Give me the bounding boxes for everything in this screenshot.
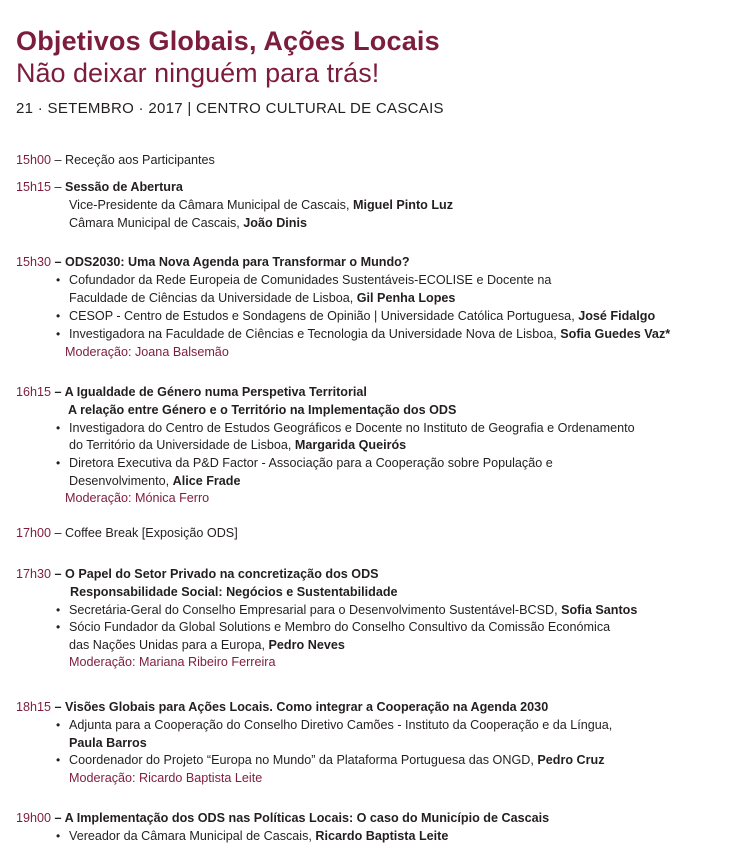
moderator-line: Moderação: Mónica Ferro	[65, 491, 210, 505]
moderator-line: Moderação: Joana Balsemão	[65, 345, 229, 359]
bullet-icon: •	[56, 829, 61, 843]
speaker-name: Gil Penha Lopes	[356, 291, 456, 305]
speaker-role: Investigadora na Faculdade de Ciências e Tecnologia da Universidade Nova de Lisboa,	[69, 327, 561, 341]
time-label: 15h15	[16, 180, 52, 194]
time-label: 19h00	[16, 811, 52, 825]
session-title: – Receção aos Participantes	[54, 153, 215, 167]
speaker-name: Pedro Cruz	[537, 753, 605, 767]
bullet-icon: •	[56, 456, 61, 470]
speaker-line	[69, 290, 455, 306]
program-item-1500	[16, 152, 215, 168]
bullet-icon: •	[56, 603, 61, 617]
dash: –	[51, 180, 66, 194]
bullet-icon: •	[56, 327, 61, 341]
speaker-name: João Dinis	[243, 216, 307, 230]
speaker-line: Adjunta para a Cooperação do Conselho Diretivo Camões - Instituto da Cooperação e da Língua,	[69, 718, 613, 732]
bullet-icon: •	[56, 753, 61, 767]
moderator-line: Moderação: Mariana Ribeiro Ferreira	[69, 655, 276, 669]
event-dateline: 21 · SETEMBRO · 2017 | CENTRO CULTURAL DE CASCAIS	[16, 100, 444, 117]
session-title: – O Papel do Setor Privado na concretização dos ODS	[51, 567, 379, 581]
speaker-line: Investigadora do Centro de Estudos Geográficos e Docente no Instituto de Geografia e Ordenamento	[69, 421, 635, 435]
speaker-line	[69, 197, 453, 213]
program-item-1615	[16, 384, 367, 400]
session-title: – A Igualdade de Género numa Perspetiva Territorial	[51, 385, 367, 399]
speaker-role: Vice-Presidente da Câmara Municipal de Cascais,	[69, 198, 353, 212]
bullet-icon: •	[56, 421, 61, 435]
speaker-line: Cofundador da Rede Europeia de Comunidades Sustentáveis-ECOLISE e Docente na	[69, 273, 552, 287]
speaker-line	[69, 637, 345, 653]
session-title: – Visões Globais para Ações Locais. Como integrar a Cooperação na Agenda 2030	[51, 700, 549, 714]
time-label: 17h30	[16, 567, 52, 581]
speaker-name: Sofia Guedes Vaz*	[560, 327, 671, 341]
bullet-icon: •	[56, 620, 61, 634]
session-subtitle: Responsabilidade Social: Negócios e Sustentabilidade	[70, 585, 398, 599]
speaker-line	[69, 326, 670, 342]
time-label: 15h30	[16, 255, 52, 269]
speaker-role: Coordenador do Projeto “Europa no Mundo” da Plataforma Portuguesa das ONGD,	[69, 753, 538, 767]
speaker-name: Paula Barros	[69, 736, 147, 750]
session-title: – A Implementação dos ODS nas Políticas Locais: O caso do Município de Cascais	[51, 811, 550, 825]
speaker-role: Desenvolvimento,	[69, 474, 173, 488]
speaker-role: do Território da Universidade de Lisboa,	[69, 438, 295, 452]
speaker-role: das Nações Unidas para a Europa,	[69, 638, 269, 652]
bullet-icon: •	[56, 718, 61, 732]
speaker-line	[69, 602, 637, 618]
speaker-name: Pedro Neves	[268, 638, 345, 652]
speaker-line: Diretora Executiva da P&D Factor - Associação para a Cooperação sobre População e	[69, 456, 553, 470]
speaker-name: Sofia Santos	[561, 603, 638, 617]
speaker-line	[69, 828, 448, 844]
program-item-1730	[16, 566, 379, 582]
time-label: 16h15	[16, 385, 52, 399]
program-item-1700	[16, 525, 238, 541]
speaker-name: José Fidalgo	[578, 309, 656, 323]
speaker-line	[69, 473, 241, 489]
program-item-1815	[16, 699, 548, 715]
page-title: Objetivos Globais, Ações Locais	[16, 26, 440, 56]
session-subtitle: A relação entre Género e o Território na Implementação dos ODS	[68, 403, 457, 417]
session-title: – ODS2030: Uma Nova Agenda para Transformar o Mundo?	[51, 255, 410, 269]
speaker-role: Faculdade de Ciências da Universidade de Lisboa,	[69, 291, 357, 305]
speaker-line	[69, 215, 307, 231]
speaker-name: Miguel Pinto Luz	[352, 198, 454, 212]
program-item-1900	[16, 810, 549, 826]
moderator-line: Moderação: Ricardo Baptista Leite	[69, 771, 263, 785]
page-subtitle: Não deixar ninguém para trás!	[16, 58, 380, 88]
speaker-name: Margarida Queirós	[294, 438, 407, 452]
time-label: 18h15	[16, 700, 52, 714]
program-item-1530	[16, 254, 410, 270]
speaker-role: Secretária-Geral do Conselho Empresarial para o Desenvolvimento Sustentável-BCSD,	[69, 603, 562, 617]
time-label: 17h00	[16, 526, 52, 540]
speaker-role: Vereador da Câmara Municipal de Cascais,	[69, 829, 316, 843]
session-title: Sessão de Abertura	[65, 180, 183, 194]
session-title: – Coffee Break [Exposição ODS]	[51, 526, 238, 540]
speaker-line	[69, 437, 406, 453]
time-label: 15h00	[16, 153, 52, 167]
speaker-line	[69, 308, 655, 324]
speaker-name: Ricardo Baptista Leite	[315, 829, 449, 843]
speaker-role: Câmara Municipal de Cascais,	[69, 216, 244, 230]
speaker-line	[69, 752, 605, 768]
speaker-line: Sócio Fundador da Global Solutions e Membro do Conselho Consultivo da Comissão Económica	[69, 620, 611, 634]
bullet-icon: •	[56, 309, 61, 323]
speaker-role: CESOP - Centro de Estudos e Sondagens de Opinião | Universidade Católica Portuguesa,	[69, 309, 579, 323]
speaker-name: Alice Frade	[172, 474, 241, 488]
program-item-1515	[16, 179, 183, 195]
bullet-icon: •	[56, 273, 61, 287]
